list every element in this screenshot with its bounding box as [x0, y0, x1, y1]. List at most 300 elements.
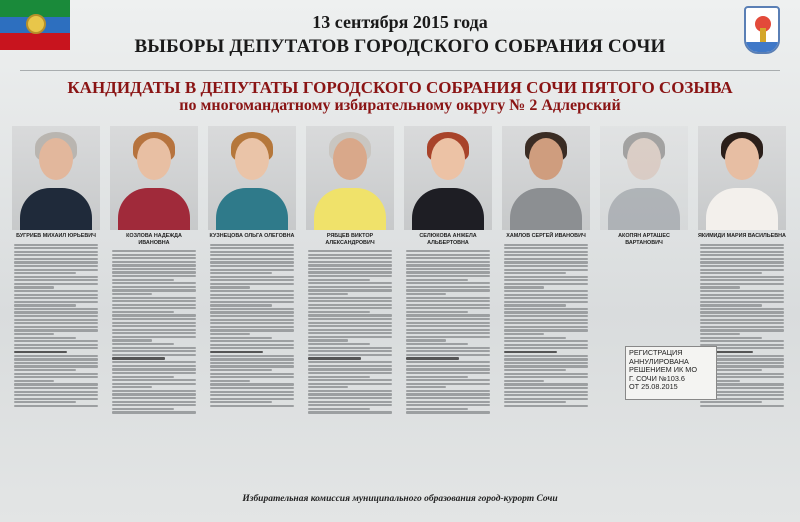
bio-text-line [308, 250, 392, 252]
bio-text-line [210, 376, 294, 378]
bio-text-line [112, 250, 196, 252]
bio-text-line [406, 404, 490, 406]
bio-text-line [406, 307, 490, 309]
bio-text-line [504, 376, 588, 378]
bio-text-line [210, 351, 263, 354]
bio-text-line [112, 408, 174, 410]
bio-text-line [308, 411, 392, 413]
bio-text-line [210, 322, 294, 324]
bio-text-line [406, 261, 490, 263]
bio-text-line [210, 261, 294, 263]
bio-text-line [210, 254, 294, 256]
district-heading: по многомандатному избирательному округу № 2 Адлерский [179, 97, 621, 114]
candidate-photo [502, 126, 590, 230]
bio-text-line [210, 383, 294, 385]
bio-text-line [14, 269, 98, 271]
bio-text-line [112, 268, 196, 270]
bio-text-line [308, 408, 370, 410]
bio-text-line [210, 347, 294, 349]
bio-text-line [700, 315, 784, 317]
bio-text-line [112, 282, 196, 284]
bio-text-line [14, 340, 98, 342]
bio-text-line [700, 286, 740, 288]
bio-text-line [504, 362, 588, 364]
candidate-photo [698, 126, 786, 230]
bio-text-line [14, 347, 98, 349]
bio-text-line [210, 398, 294, 400]
bio-text-line [14, 344, 98, 346]
bio-text-line [14, 401, 76, 403]
bio-text-line [308, 271, 392, 273]
bio-text-line [406, 379, 490, 381]
photo-face-shape [39, 138, 73, 180]
bio-text-line [14, 244, 98, 246]
bio-text-line [210, 269, 294, 271]
candidate-photo [110, 126, 198, 230]
bio-text-line [406, 268, 490, 270]
bio-text-line [14, 279, 98, 281]
bio-text-line [504, 276, 588, 278]
bio-text-line [112, 293, 152, 295]
bio-text-line [14, 322, 98, 324]
bio-text-line [406, 347, 490, 349]
bio-text-line [406, 286, 490, 288]
bio-text-line [112, 304, 196, 306]
bio-text-line [700, 258, 784, 260]
candidate-card [306, 126, 394, 415]
bio-text-line [406, 282, 490, 284]
bio-text-line [504, 347, 588, 349]
bio-text-line [14, 304, 76, 306]
candidate-photo [208, 126, 296, 230]
bio-text-line [112, 271, 196, 273]
bio-text-line [504, 333, 544, 335]
bio-text-line [210, 380, 250, 382]
candidate-biography [208, 244, 296, 408]
candidate-name: РЯБЦЕВ ВИКТОР АЛЕКСАНДРОВИЧ [325, 233, 375, 246]
bio-text-line [504, 254, 588, 256]
bio-text-line [210, 311, 294, 313]
bio-text-line [308, 329, 392, 331]
bio-text-line [504, 265, 588, 267]
bio-text-line [406, 393, 490, 395]
bio-text-line [504, 261, 588, 263]
bio-text-line [406, 397, 490, 399]
bio-text-line [112, 257, 196, 259]
bio-text-line [112, 286, 196, 288]
bio-text-line [210, 405, 294, 407]
bio-text-line [14, 380, 54, 382]
bio-text-line [700, 337, 762, 339]
bio-text-line [504, 405, 588, 407]
bio-text-line [308, 379, 392, 381]
candidate-card [404, 126, 492, 415]
bio-text-line [112, 372, 196, 374]
candidate-biography [110, 250, 198, 414]
header-divider [20, 70, 780, 71]
bio-text-line [700, 405, 784, 407]
bio-text-line [112, 289, 196, 291]
stamp-line-3: РЕШЕНИЕМ ИК МО [629, 365, 698, 375]
bio-text-line [504, 355, 588, 357]
bio-text-line [504, 279, 588, 281]
bio-text-line [112, 354, 196, 356]
bio-text-line [112, 297, 196, 299]
photo-face-shape [529, 138, 563, 180]
stamp-line-4: Г. СОЧИ №103.6 [629, 373, 685, 383]
bio-text-line [112, 264, 196, 266]
bio-text-line [210, 362, 294, 364]
candidate-name: АКОПЯН АРТАШЕС ВАРТАНОВИЧ [618, 233, 670, 246]
bio-text-line [112, 379, 196, 381]
bio-text-line [406, 350, 490, 352]
candidate-name: СЕЛЮКОВА АНЖЕЛА АЛЬБЕРТОВНА [419, 233, 477, 246]
bio-text-line [210, 326, 294, 328]
bio-text-line [504, 301, 588, 303]
bio-text-line [700, 283, 784, 285]
bio-text-line [112, 275, 196, 277]
bio-text-line [14, 265, 98, 267]
bio-text-line [406, 289, 490, 291]
bio-text-line [504, 380, 544, 382]
bio-text-line [406, 336, 490, 338]
photo-body-shape [216, 188, 288, 230]
bio-text-line [406, 318, 490, 320]
bio-text-line [504, 322, 588, 324]
election-date: 13 сентября 2015 года [312, 12, 488, 32]
bio-text-line [504, 308, 588, 310]
bio-text-line [504, 294, 588, 296]
bio-text-line [112, 254, 196, 256]
bio-text-line [112, 404, 196, 406]
bio-text-line [504, 383, 588, 385]
bio-text-line [406, 275, 490, 277]
bio-text-line [308, 289, 392, 291]
candidate-name: КОЗЛОВА НАДЕЖДА ИВАНОВНА [126, 233, 182, 246]
bio-text-line [504, 387, 588, 389]
bio-text-line [504, 311, 588, 313]
annulment-stamp [625, 346, 717, 400]
bio-text-line [308, 254, 392, 256]
bio-text-line [210, 304, 272, 306]
bio-text-line [14, 355, 98, 357]
bio-text-line [210, 286, 250, 288]
bio-text-line [210, 355, 294, 357]
bio-text-line [308, 293, 348, 295]
bio-text-line [14, 387, 98, 389]
bio-text-line [406, 250, 490, 252]
bio-text-line [406, 401, 490, 403]
stamp-line-5: ОТ 25.08.2015 [629, 382, 678, 392]
bio-text-line [210, 294, 294, 296]
bio-text-line [112, 393, 196, 395]
bio-text-line [112, 322, 196, 324]
bio-text-line [406, 300, 490, 302]
bio-text-line [112, 397, 196, 399]
bio-text-line [406, 390, 490, 392]
bio-text-line [14, 308, 98, 310]
bio-text-line [14, 326, 98, 328]
bio-text-line [210, 258, 294, 260]
bio-text-line [112, 390, 196, 392]
bio-text-line [406, 279, 468, 281]
bio-text-line [308, 332, 392, 334]
bio-text-line [308, 300, 392, 302]
bio-text-line [406, 411, 490, 413]
bio-text-line [504, 394, 588, 396]
photo-body-shape [118, 188, 190, 230]
bio-text-line [308, 264, 392, 266]
bio-text-line [308, 275, 392, 277]
bio-text-line [504, 398, 588, 400]
bio-text-line [700, 329, 784, 331]
bio-text-line [308, 257, 392, 259]
bio-text-line [210, 251, 294, 253]
bio-text-line [14, 276, 98, 278]
bio-text-line [504, 283, 588, 285]
bio-text-line [504, 344, 588, 346]
bio-text-line [504, 391, 588, 393]
bio-text-line [210, 319, 294, 321]
bio-text-line [406, 325, 490, 327]
bio-text-line [14, 369, 76, 371]
bio-text-line [112, 376, 174, 378]
candidate-biography [404, 250, 492, 414]
bio-text-line [112, 383, 196, 385]
bio-text-line [14, 319, 98, 321]
bio-text-line [14, 394, 98, 396]
bio-text-line [700, 401, 762, 403]
photo-body-shape [706, 188, 778, 230]
bio-text-line [700, 326, 784, 328]
bio-text-line [210, 337, 272, 339]
bio-text-line [14, 365, 98, 367]
bio-text-line [14, 351, 67, 354]
photo-face-shape [137, 138, 171, 180]
bio-text-line [504, 326, 588, 328]
bio-text-line [700, 290, 784, 292]
bio-text-line [210, 329, 294, 331]
bio-text-line [308, 404, 392, 406]
bio-text-line [112, 411, 196, 413]
bio-text-line [308, 314, 392, 316]
bio-text-line [14, 251, 98, 253]
bio-text-line [14, 261, 98, 263]
bio-text-line [308, 376, 370, 378]
bio-text-line [112, 368, 196, 370]
bio-text-line [14, 329, 98, 331]
bio-text-line [210, 297, 294, 299]
bio-text-line [504, 340, 588, 342]
bio-text-line [112, 311, 174, 313]
photo-body-shape [314, 188, 386, 230]
bio-text-line [504, 304, 566, 306]
bio-text-line [14, 286, 54, 288]
bio-text-line [14, 383, 98, 385]
bio-text-line [210, 401, 272, 403]
bio-text-line [210, 369, 272, 371]
bio-text-line [308, 311, 370, 313]
bio-text-line [210, 340, 294, 342]
bio-text-line [504, 315, 588, 317]
bio-text-line [308, 304, 392, 306]
bio-text-line [308, 390, 392, 392]
bio-text-line [112, 350, 196, 352]
bio-text-line [308, 339, 348, 341]
bio-text-line [112, 325, 196, 327]
bio-text-line [700, 272, 762, 274]
photo-body-shape [412, 188, 484, 230]
bio-text-line [14, 301, 98, 303]
bio-text-line [406, 322, 490, 324]
bio-text-line [112, 307, 196, 309]
bio-text-line [700, 279, 784, 281]
bio-text-line [504, 251, 588, 253]
bio-text-line [308, 268, 392, 270]
bio-text-line [112, 401, 196, 403]
candidate-photo [12, 126, 100, 230]
bio-text-line [504, 258, 588, 260]
bio-text-line [406, 257, 490, 259]
bio-text-line [504, 247, 588, 249]
photo-body-shape [608, 188, 680, 230]
bio-text-line [504, 244, 588, 246]
bio-text-line [406, 254, 490, 256]
bio-text-line [308, 261, 392, 263]
bio-text-line [112, 261, 196, 263]
candidate-biography [502, 244, 590, 408]
bio-text-line [308, 318, 392, 320]
bio-text-line [14, 290, 98, 292]
bio-text-line [210, 365, 294, 367]
bio-text-line [112, 361, 196, 363]
candidates-heading: КАНДИДАТЫ В ДЕПУТАТЫ ГОРОДСКОГО СОБРАНИЯ СОЧИ ПЯТОГО СОЗЫВА [67, 78, 733, 97]
bio-text-line [700, 244, 784, 246]
bio-text-line [406, 361, 490, 363]
bio-text-line [14, 311, 98, 313]
bio-text-line [406, 354, 490, 356]
bio-text-line [112, 339, 152, 341]
bio-text-line [308, 343, 370, 345]
bio-text-line [406, 271, 490, 273]
bio-text-line [700, 340, 784, 342]
bio-text-line [700, 265, 784, 267]
bio-text-line [14, 315, 98, 317]
bio-text-line [210, 265, 294, 267]
bio-text-line [112, 336, 196, 338]
bio-text-line [504, 297, 588, 299]
bio-text-line [308, 383, 392, 385]
bio-text-line [112, 343, 174, 345]
bio-text-line [504, 365, 588, 367]
bio-text-line [14, 294, 98, 296]
bio-text-line [14, 254, 98, 256]
bio-text-line [700, 311, 784, 313]
stamp-line-1: РЕГИСТРАЦИЯ [629, 348, 683, 357]
bio-text-line [210, 290, 294, 292]
bio-text-line [406, 368, 490, 370]
bio-text-line [406, 304, 490, 306]
bio-text-line [308, 372, 392, 374]
bio-text-line [112, 279, 174, 281]
bio-text-line [406, 332, 490, 334]
candidate-name: ХАМЛОВ СЕРГЕЙ ИВАНОВИЧ [506, 233, 586, 239]
bio-text-line [504, 373, 588, 375]
bio-text-line [210, 272, 272, 274]
bio-text-line [504, 319, 588, 321]
bio-text-line [700, 322, 784, 324]
bio-text-line [210, 373, 294, 375]
bio-text-line [504, 290, 588, 292]
bio-text-line [308, 282, 392, 284]
bio-text-line [504, 286, 544, 288]
bio-text-line [14, 272, 76, 274]
bio-text-line [504, 329, 588, 331]
bio-text-line [14, 362, 98, 364]
bio-text-line [406, 365, 490, 367]
bio-text-line [112, 357, 165, 360]
bio-text-line [308, 368, 392, 370]
bio-text-line [112, 365, 196, 367]
bio-text-line [700, 297, 784, 299]
bio-text-line [700, 276, 784, 278]
bio-text-line [308, 336, 392, 338]
bio-text-line [406, 383, 490, 385]
bio-text-line [504, 401, 566, 403]
bio-text-line [308, 297, 392, 299]
bio-text-line [210, 387, 294, 389]
bio-text-line [406, 376, 468, 378]
bio-text-line [210, 308, 294, 310]
photo-face-shape [333, 138, 367, 180]
candidate-name: БУГРИЕВ МИХАИЛ ЮРЬЕВИЧ [16, 233, 96, 239]
bio-text-line [210, 247, 294, 249]
bio-text-line [112, 314, 196, 316]
bio-text-line [504, 369, 566, 371]
candidate-photo [600, 126, 688, 230]
bio-text-line [112, 329, 196, 331]
bio-text-line [308, 393, 392, 395]
bio-text-line [406, 314, 490, 316]
bio-text-line [700, 294, 784, 296]
photo-body-shape [20, 188, 92, 230]
bio-text-line [700, 301, 784, 303]
candidate-name: КУЗНЕЦОВА ОЛЬГА ОЛЕГОВНА [209, 233, 295, 239]
candidate-card [600, 126, 688, 250]
bio-text-line [504, 351, 557, 354]
bio-text-line [210, 283, 294, 285]
bio-text-line [308, 365, 392, 367]
bio-text-line [308, 401, 392, 403]
bio-text-line [700, 333, 740, 335]
bio-text-line [504, 272, 566, 274]
bio-text-line [308, 354, 392, 356]
bio-text-line [504, 269, 588, 271]
candidate-name: ЯКИМИДИ МАРИЯ ВАСИЛЬЕВНА [698, 233, 786, 239]
bio-text-line [210, 315, 294, 317]
photo-face-shape [627, 138, 661, 180]
bio-text-line [308, 361, 392, 363]
bio-text-line [14, 247, 98, 249]
bio-text-line [210, 394, 294, 396]
bio-text-line [308, 347, 392, 349]
bio-text-line [504, 337, 566, 339]
bio-text-line [210, 344, 294, 346]
bio-text-line [406, 343, 468, 345]
bio-text-line [14, 376, 98, 378]
bio-text-line [700, 251, 784, 253]
photo-body-shape [510, 188, 582, 230]
